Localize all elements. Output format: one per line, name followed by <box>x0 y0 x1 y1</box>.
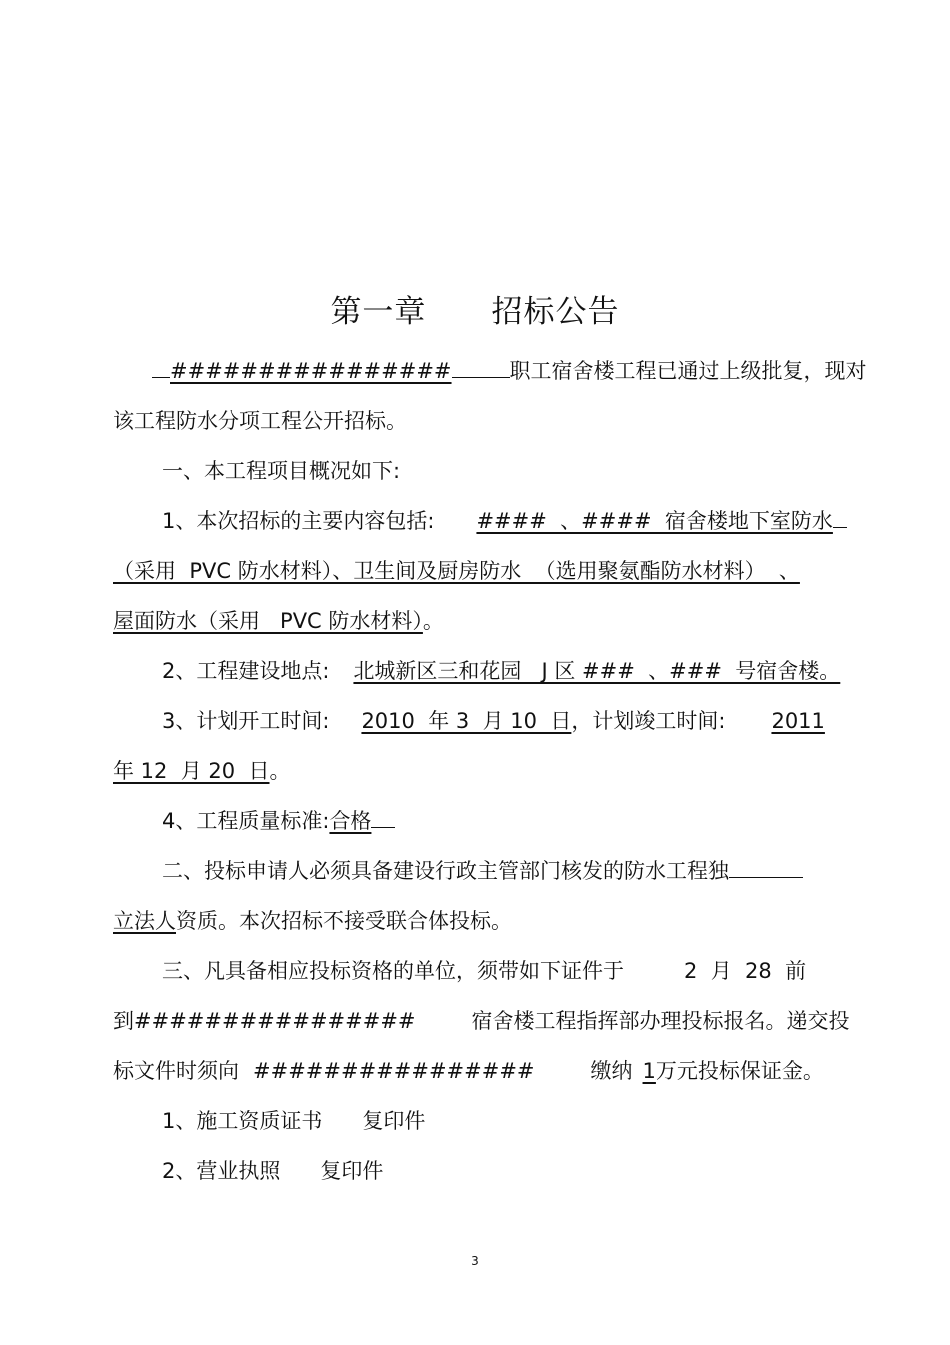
section3-date: 2 月 28 前 <box>684 959 807 983</box>
section3-text-c1: 标文件时须向 <box>113 1059 239 1083</box>
section1-heading: 一、本工程项目概况如下: <box>162 459 401 483</box>
intro-text-2: 该工程防水分项工程公开招标。 <box>113 409 407 433</box>
intro-org: ################ <box>170 359 452 383</box>
item1-value-c: 屋面防水（采用 PVC 防水材料） <box>113 609 423 633</box>
section3-amount: 1 <box>642 1059 656 1083</box>
section3-text-c2: 缴纳 <box>590 1059 633 1083</box>
section3-doc-1: 1、施工资质证书 复印件 <box>162 1109 426 1133</box>
section3-org-b: ################ <box>134 1009 416 1033</box>
item3-end-date: 年 12 月 20 日 <box>113 759 270 783</box>
item3-end-year: 2011 <box>771 709 825 733</box>
section3-text-a: 三、凡具备相应投标资格的单位，须带如下证件于 <box>162 959 624 983</box>
section2-text-a: 二、投标申请人必须具备建设行政主管部门核发的防水工程独 <box>162 859 729 883</box>
section1-item1-line <box>162 506 847 536</box>
section3-text-b1: 到 <box>113 1009 134 1033</box>
section3-org-c: ################ <box>253 1059 535 1083</box>
section1-item3-line-2 <box>113 756 291 786</box>
item3-label: 3、计划开工时间: <box>162 709 330 733</box>
section1-item4-line <box>162 806 395 836</box>
section3-doc-2: 2、营业执照 复印件 <box>162 1159 384 1183</box>
item4-label: 4、工程质量标准: <box>162 809 330 833</box>
item3-tail: 。 <box>269 759 291 783</box>
intro-line-1 <box>152 356 867 386</box>
item1-value-a: #### 、#### 宿舍楼地下室防水 <box>476 509 833 533</box>
item1-label: 1、本次招标的主要内容包括: <box>162 509 435 533</box>
section2-text-b-underlined: 立法人 <box>113 909 176 933</box>
section3-line-3 <box>113 1056 824 1086</box>
page-number: 3 <box>471 1254 479 1268</box>
section3-line-1 <box>162 956 806 986</box>
item3-mid: ，计划竣工时间: <box>571 709 726 733</box>
chapter-title: 第一章 招标公告 <box>330 294 620 330</box>
item4-value: 合格 <box>329 809 372 833</box>
intro-text-1: 职工宿舍楼工程已通过上级批复，现对 <box>509 359 867 383</box>
section3-line-2 <box>113 1006 850 1036</box>
section1-item2-line <box>162 656 840 686</box>
section3-text-b2: 宿舍楼工程指挥部办理投标报名。递交投 <box>471 1009 850 1033</box>
section2-text-b: 资质。本次招标不接受联合体投标。 <box>176 909 512 933</box>
section3-text-c3: 万元投标保证金。 <box>655 1059 824 1083</box>
section1-item3-line <box>162 706 825 736</box>
section1-item1-line-3 <box>113 606 444 636</box>
section2-line-1 <box>162 856 803 886</box>
item3-start-date: 2010 年 3 月 10 日 <box>361 709 572 733</box>
item2-value: 北城新区三和花园 J 区 ### 、### 号宿舍楼。 <box>353 659 841 683</box>
item1-value-b: （采用 PVC 防水材料）、卫生间及厨房防水 （选用聚氨酯防水材料） 、 <box>113 559 800 583</box>
section2-line-2 <box>113 906 512 936</box>
item1-end: 。 <box>422 609 444 633</box>
item2-label: 2、工程建设地点: <box>162 659 330 683</box>
